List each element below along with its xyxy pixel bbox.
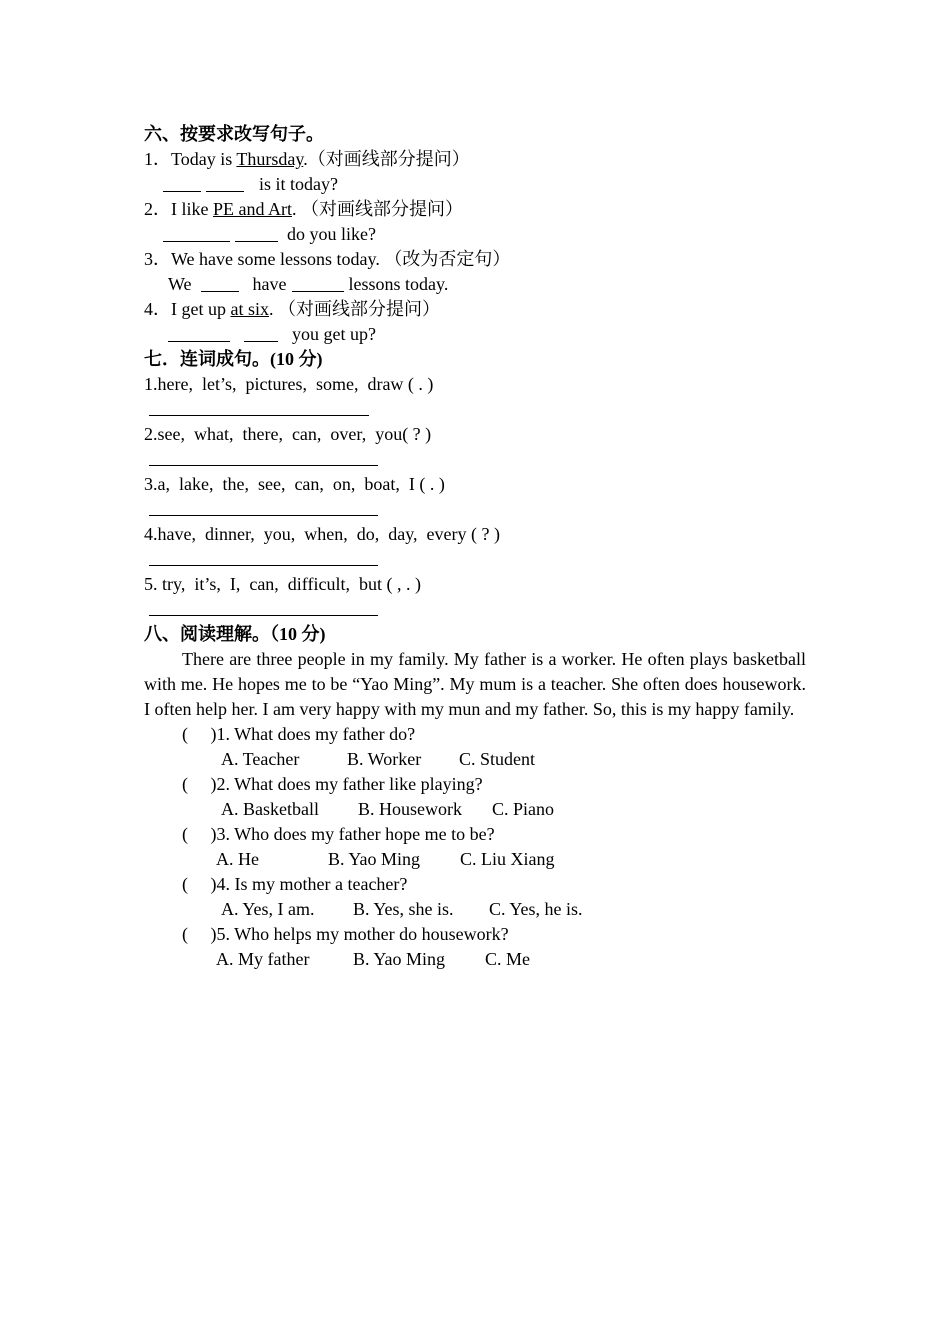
- answer-blank[interactable]: [168, 325, 230, 342]
- s6-item1: [144, 147, 806, 172]
- s7-item4: 4.have, dinner, you, when, do, day, every ( ? ): [144, 524, 501, 544]
- s6-item1-answer-text: is it today?: [259, 174, 338, 194]
- s6-item1-num: 1．: [144, 149, 171, 169]
- s6-item3-num: 3．: [144, 249, 171, 269]
- s6-item2-answer: [144, 222, 806, 247]
- s7-answer-line2[interactable]: [144, 447, 806, 472]
- s6-item3-text: We have some lessons today. （改为否定句）: [171, 249, 511, 269]
- s8-q1-option-a[interactable]: A. Teacher: [221, 749, 300, 769]
- s6-item3-answer-we: We: [168, 274, 192, 294]
- s6-item4-underlined: at six: [230, 299, 269, 319]
- s8-q1-option-b[interactable]: B. Worker: [347, 749, 422, 769]
- reading-passage: There are three people in my family. My father is a worker. He often plays basketball with me. He hopes me to be “Yao Ming”. My mum is a teacher. She often does housework. I often help her. I am very happy with my mun and my father. So, this is my happy family.: [144, 649, 806, 719]
- s6-item2-post: . （对画线部分提问）: [292, 199, 463, 219]
- s8-q2-option-b[interactable]: B. Housework: [358, 799, 462, 819]
- s6-item2: [144, 197, 806, 222]
- section6-heading: 六、按要求改写句子。: [144, 124, 324, 144]
- s8-q4-option-c[interactable]: C. Yes, he is.: [489, 899, 583, 919]
- s6-item3: [144, 247, 806, 272]
- s6-item4-pre: I get up: [171, 299, 231, 319]
- s6-item1-pre: Today is: [171, 149, 237, 169]
- s6-item2-answer-text: do you like?: [287, 224, 376, 244]
- answer-blank[interactable]: [235, 225, 278, 242]
- answer-blank[interactable]: [206, 175, 244, 192]
- s7-answer-line3[interactable]: [144, 497, 806, 522]
- s8-options2: [144, 797, 806, 822]
- s8-q1-option-c[interactable]: C. Student: [459, 749, 536, 769]
- s8-options1: [144, 747, 806, 772]
- s7-item5: 5. try, it’s, I, can, difficult, but ( , . ): [144, 574, 421, 594]
- s7-answer-line4[interactable]: [144, 547, 806, 572]
- s6-item4-answer: [144, 322, 806, 347]
- answer-blank[interactable]: [163, 175, 201, 192]
- s6-item4: [144, 297, 806, 322]
- s6-item3-answer-tail: lessons today.: [348, 274, 449, 294]
- s8-q4-option-a[interactable]: A. Yes, I am.: [221, 899, 315, 919]
- s6-item2-pre: I like: [171, 199, 213, 219]
- s8-question5: ( )5. Who helps my mother do housework?: [182, 924, 509, 944]
- s7-answer-line1[interactable]: [144, 397, 806, 422]
- s6-item2-num: 2．: [144, 199, 171, 219]
- s8-q3-option-a[interactable]: A. He: [216, 849, 259, 869]
- s6-item2-underlined: PE and Art: [213, 199, 292, 219]
- s6-item1-underlined: Thursday: [236, 149, 304, 169]
- s8-question3: ( )3. Who does my father hope me to be?: [182, 824, 495, 844]
- s8-q4-option-b[interactable]: B. Yes, she is.: [353, 899, 454, 919]
- s8-q3-option-c[interactable]: C. Liu Xiang: [460, 849, 555, 869]
- s8-question2: ( )2. What does my father like playing?: [182, 774, 483, 794]
- s8-options3: [144, 847, 806, 872]
- s6-item4-answer-text: you get up?: [292, 324, 376, 344]
- s8-question1: ( )1. What does my father do?: [182, 724, 416, 744]
- s6-item4-post: . （对画线部分提问）: [268, 299, 440, 319]
- worksheet-page: [144, 122, 806, 972]
- s7-item3: 3.a, lake, the, see, can, on, boat, I ( . ): [144, 474, 445, 494]
- section8-heading: 八、阅读理解。（10 分): [144, 624, 326, 644]
- s8-q5-option-a[interactable]: A. My father: [216, 949, 310, 969]
- s6-item3-answer: [144, 272, 806, 297]
- s6-item1-post: .（对画线部分提问）: [303, 149, 470, 169]
- s8-q2-option-a[interactable]: A. Basketball: [221, 799, 319, 819]
- answer-blank[interactable]: [244, 325, 278, 342]
- s8-q5-option-b[interactable]: B. Yao Ming: [353, 949, 446, 969]
- s8-q2-option-c[interactable]: C. Piano: [492, 799, 555, 819]
- answer-blank[interactable]: [201, 275, 239, 292]
- s8-options4: [144, 897, 806, 922]
- s8-question4: ( )4. Is my mother a teacher?: [182, 874, 408, 894]
- s6-item1-answer: [144, 172, 806, 197]
- s7-item1: 1.here, let’s, pictures, some, draw ( . ): [144, 374, 434, 394]
- answer-blank[interactable]: [292, 275, 344, 292]
- answer-blank[interactable]: [163, 225, 230, 242]
- s8-q5-option-c[interactable]: C. Me: [485, 949, 530, 969]
- s7-item2: 2.see, what, there, can, over, you( ? ): [144, 424, 432, 444]
- s6-item3-answer-have: have: [252, 274, 287, 294]
- s7-answer-line5[interactable]: [144, 597, 806, 622]
- s8-options5: [144, 947, 806, 972]
- s8-q3-option-b[interactable]: B. Yao Ming: [328, 849, 421, 869]
- section7-heading: 七．连词成句。(10 分): [144, 349, 323, 369]
- s6-item4-num: 4．: [144, 299, 171, 319]
